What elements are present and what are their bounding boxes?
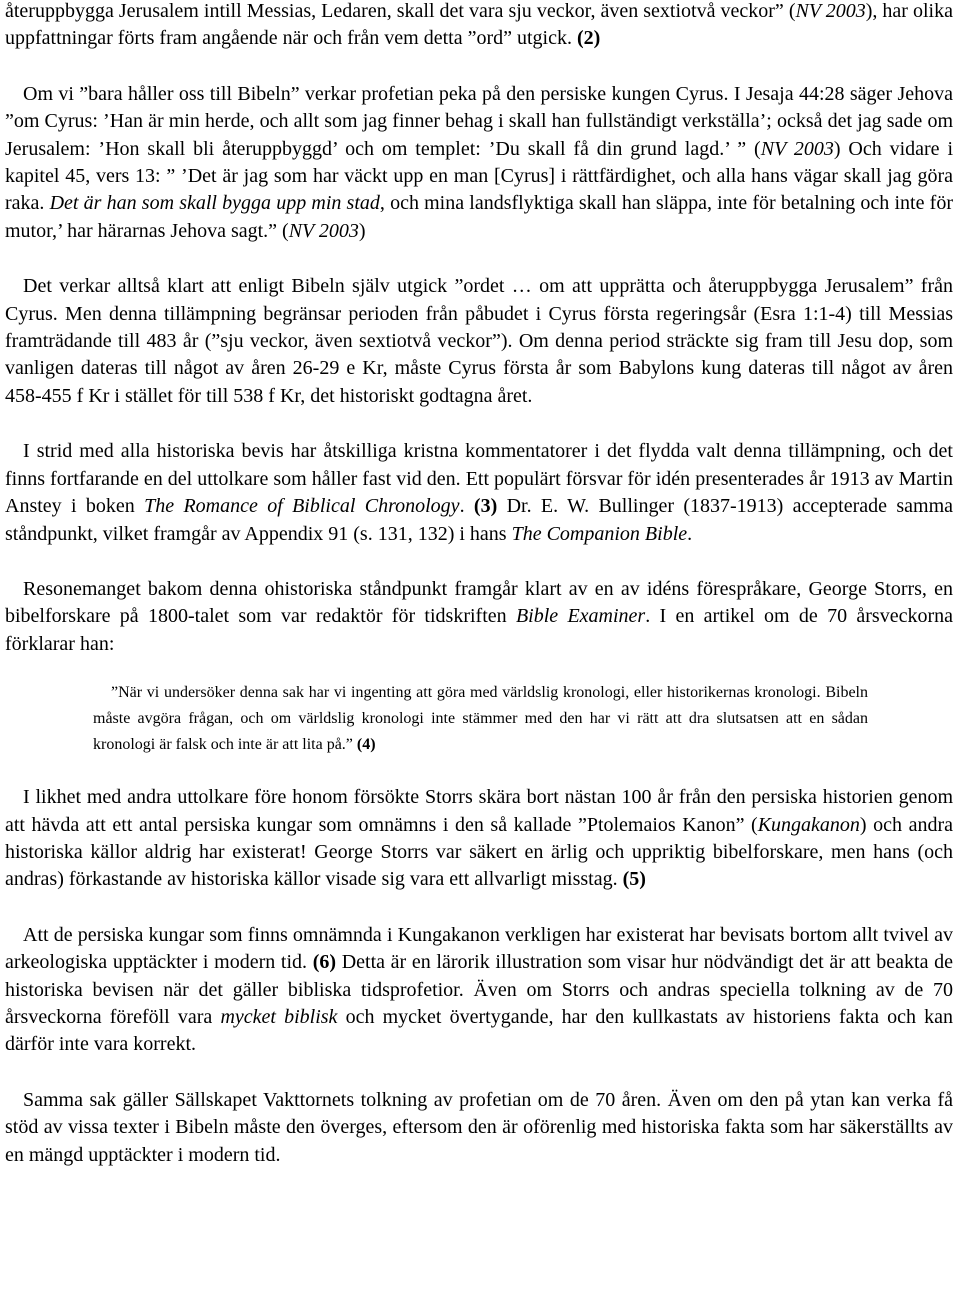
paragraph-commentators [5,438,953,548]
text-run: och mycket övertygande, har den kullkastats av historiens fakta och kan därför inte vara korrekt. [5,1005,954,1056]
text-run: Om vi ”bara håller oss till Bibeln” verkar profetian peka på den persiske kungen Cyrus. I Jesaja 44:28 säger Jehova ”om Cyrus: ’Han är min herde, och allt som jag finner behag i skall han fullständigt verkställa’; också det jag sade om Jerusalem: ’Hon skall bli återuppbyggd’ och om templet: ’Du skall få din grund lagd.’ ” ( [5,82,953,160]
block-quote [93,680,868,758]
footnote-ref: (6) [312,951,337,974]
paragraph-gap [5,245,953,273]
italic-text: Det är han som skall bygga upp min stad [49,192,380,215]
footnote-ref: (3) [473,495,498,518]
italic-text: NV 2003 [760,137,834,160]
paragraph-gap [5,410,953,438]
footnote-ref: (5) [622,868,646,891]
text-run: Samma sak gäller Sällskapet Vakttornets tolkning av profetian om de 70 åren. Även om den på ytan kan verka få stöd av vissa texter i Bibeln måste den överges, eftersom den är oförenlig med historiska fakta som har säkerställts av en mängd upptäckter i modern tid. [5,1088,953,1166]
footnote-ref: (2) [576,27,601,50]
italic-text: The Companion Bible [511,522,688,545]
italic-text: mycket biblisk [220,1005,338,1028]
text-run: återuppbygga Jerusalem intill Messias, Ledaren, skall det vara sju veckor, även sextiotvå veckor” ( [5,0,796,22]
italic-text: Bible Examiner [515,605,646,628]
italic-text: NV 2003 [795,0,866,22]
paragraph-archaeology [5,922,953,1059]
text-run: . [687,522,693,545]
text-run: Att de persiska kungar som finns omnämnda i Kungakanon verkligen har existerat har bevisats bortom allt tvivel av arkeologiska upptäckter i modern tid. [5,923,953,974]
text-run: ) [358,219,366,242]
text-run: . [459,495,474,518]
paragraph-gap [5,1059,953,1087]
paragraph-gap [5,53,953,81]
paragraph-gap [5,548,953,576]
italic-text: The Romance of Biblical Chronology [144,495,460,518]
text-run: . I en artikel om de 70 årsveckorna förklarar han: [5,605,953,655]
text-run: Resonemanget bakom denna ohistoriska ståndpunkt framgår klart av en av idéns förespråkare, George Storrs, en bibelforskare på 1800-talet som var redaktör för tidskriften [5,577,953,628]
paragraph-483-years [5,273,953,410]
text-run: ) Och vidare i kapitel 45, vers 13: ” ’Det är jag som har väckt upp en man [Cyrus] i rättfärdighet, och alla hans vägar skall jag göra raka. [5,137,953,215]
text-run: Detta är en lärorik illustration som visar hur nödvändigt det är att beakta de historiska bevisen när det gäller bibliska tidsprofetior. Även om Storrs och andras speciella tolkning av de 70 årsveckorna föreföll vara [5,951,953,1028]
paragraph-cyrus-prophecy [5,81,953,245]
italic-text: Kungakanon [757,813,860,836]
text-run: Dr. E. W. Bullinger (1837-1913) accepterade samma ståndpunkt, vilket framgår av Appendix 91 (s. 131, 132) i hans [5,495,954,545]
text-run: , och mina landsflyktiga skall han släppa, inte för betalning och inte för mutor,’ har härarnas Jehova sagt.” ( [5,192,953,242]
text-run: ”När vi undersöker denna sak har vi ingenting att göra med världslig kronologi, eller historikernas kronologi. Bibeln måste avgöra frågan, och om världslig kronologi inte stämmer med den har vi rätt att dra slutsatsen att en sådan kronologi är falsk och inte är att lita på.” [93,684,868,754]
italic-text: NV 2003 [288,219,359,242]
quote-text [93,680,868,758]
paragraph-continuation [5,0,953,53]
paragraph-gap [5,894,953,922]
paragraph-watchtower [5,1087,953,1169]
text-run: Det verkar alltså klart att enligt Bibeln själv utgick ”ordet … om att upprätta och återuppbygga Jerusalem” från Cyrus. Men denna tillämpning begränsar perioden från påbudet i Cyrus första regeringsår (Esra 1:1-4) till Messias framträdande till 483 år (”sju veckor, även sextiotvå veckor”). Om denna period sträckte sig fram till Jesu dop, som vanligen dateras till något av åren 26-29 e Kr, måste Cyrus första år som Babylons kung dateras till något av åren 458-455 f Kr i stället för till 538 f Kr, det historiskt godtagna året. [5,275,953,407]
paragraph-ptolemy-canon [5,784,953,894]
paragraph-storrs-intro [5,576,953,658]
paragraph-gap [5,758,953,784]
footnote-ref: (4) [356,736,376,754]
text-run: ) och andra historiska källor aldrig har existerat! George Storrs var säkert en ärlig och uppriktig bibelforskare, men hans (och andras) förkastande av historiska källor visade sig vara ett allvarligt misstag. [5,813,953,891]
text-run: I likhet med andra uttolkare före honom försökte Storrs skära bort nästan 100 år från den persiska historien genom att hävda att ett antal persiska kungar som omnämns i den så kallade ”Ptolemaios Kanon” ( [5,786,953,836]
text-run: ), har olika uppfattningar förts fram angående när och från vem detta ”ord” utgick. [5,0,953,50]
text-run: I strid med alla historiska bevis har åtskilliga kristna kommentatorer i det flydda valt denna tillämpning, och det finns fortfarande en del uttolkare som håller fast vid den. Ett populärt försvar för idén presenterades år 1913 av Martin Anstey i boken [5,440,953,518]
paragraph-gap [5,658,953,680]
